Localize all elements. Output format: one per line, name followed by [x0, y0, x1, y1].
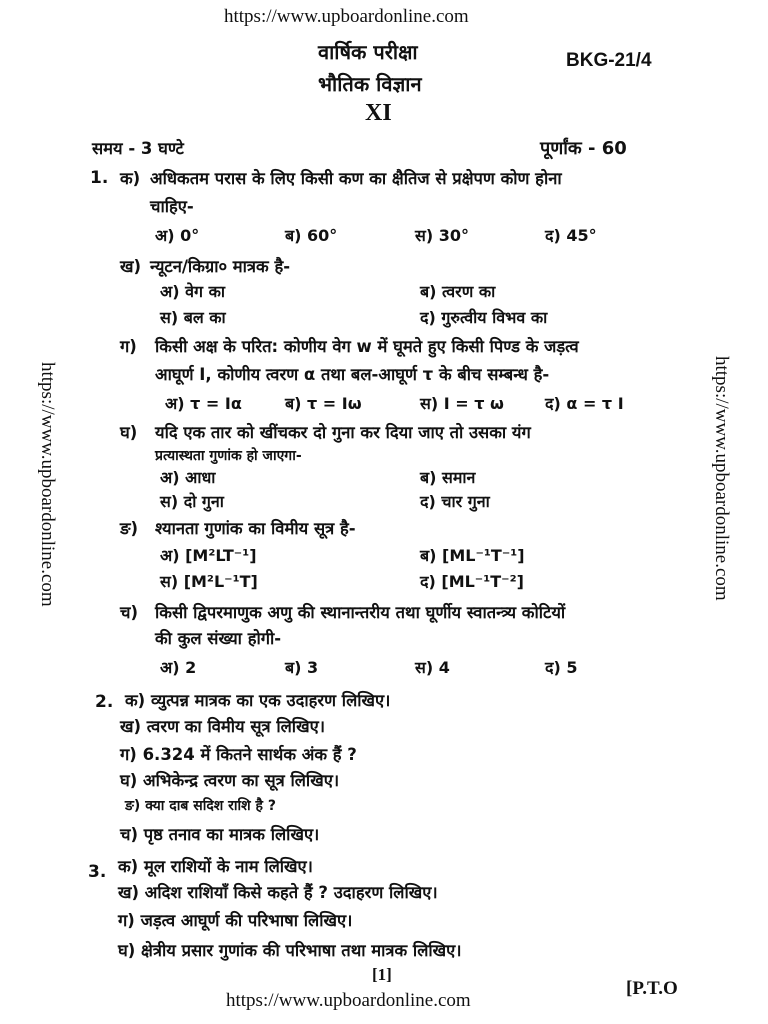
max-marks: पूर्णांक - 60 [540, 138, 627, 159]
q1a-label: क) [120, 169, 141, 188]
page-number: [1] [372, 965, 392, 984]
q1f-text-2: की कुल संख्या होगी- [155, 629, 282, 648]
q1b-option-a: अ) वेग का [160, 282, 226, 301]
q2-item-c: ग) 6.324 में कितने सार्थक अंक हैं ? [120, 745, 357, 764]
q1a-option-a: अ) 0° [155, 226, 200, 245]
q2-item-e: ङ) क्या दाब सदिश राशि है ? [125, 798, 276, 814]
q2-item-b: ख) त्वरण का विमीय सूत्र लिखिए। [120, 717, 325, 736]
q1f-option-d: द) 5 [545, 658, 578, 677]
q2-item-f: च) पृष्ठ तनाव का मात्रक लिखिए। [120, 825, 320, 844]
q1b-option-d: द) गुरुत्वीय विभव का [420, 308, 548, 327]
watermark-url-bottom: https://www.upboardonline.com [226, 990, 471, 1011]
q1e-option-d: द) [ML⁻¹T⁻²] [420, 572, 524, 591]
q1d-option-c: स) दो गुना [160, 492, 224, 511]
q1e-option-a: अ) [M²LT⁻¹] [160, 546, 257, 565]
q2-item-a: क) व्युत्पन्न मात्रक का एक उदाहरण लिखिए। [125, 691, 391, 710]
q2-item-d: घ) अभिकेन्द्र त्वरण का सूत्र लिखिए। [120, 771, 340, 790]
watermark-url-right: https://www.upboardonline.com [711, 356, 732, 601]
q1b-option-b: ब) त्वरण का [420, 282, 496, 301]
q1c-label: ग) [120, 337, 137, 356]
q1e-label: ङ) [120, 519, 139, 538]
q1a-option-b: ब) 60° [285, 226, 338, 245]
q1e-option-c: स) [M²L⁻¹T] [160, 572, 258, 591]
q1a-option-c: स) 30° [415, 226, 469, 245]
subject-title: भौतिक विज्ञान [318, 72, 422, 96]
q1b-label: ख) [120, 257, 142, 276]
q1b-option-c: स) बल का [160, 308, 226, 327]
q1f-option-b: ब) 3 [285, 658, 319, 677]
exam-code: BKG-21/4 [566, 50, 652, 71]
q3-item-d: घ) क्षेत्रीय प्रसार गुणांक की परिभाषा तथा मात्रक लिखिए। [118, 941, 462, 960]
q1f-option-c: स) 4 [415, 658, 450, 677]
pto-label: [P.T.O [626, 978, 678, 999]
q3-item-c: ग) जड़त्व आघूर्ण की परिभाषा लिखिए। [118, 911, 353, 930]
q1d-option-a: अ) आधा [160, 468, 216, 487]
q1c-option-a: अ) τ = Iα [165, 394, 242, 413]
q1c-text-1: किसी अक्ष के परित: कोणीय वेग w में घूमते हुए किसी पिण्ड के जड़त्व [155, 337, 579, 356]
q1e-text: श्यानता गुणांक का विमीय सूत्र है- [155, 519, 356, 538]
q1f-option-a: अ) 2 [160, 658, 197, 677]
q1a-text-1: अधिकतम परास के लिए किसी कण का क्षैतिज से प्रक्षेपण कोण होना [150, 169, 562, 188]
question-number-2: 2. [95, 692, 114, 712]
question-number-1: 1. [90, 168, 109, 188]
time-label: समय - 3 घण्टे [92, 139, 184, 158]
q1c-text-2: आघूर्ण I, कोणीय त्वरण α तथा बल-आघूर्ण τ के बीच सम्बन्ध है- [155, 365, 550, 384]
q1a-text-2: चाहिए- [150, 197, 194, 216]
q1d-option-d: द) चार गुना [420, 492, 490, 511]
q1d-option-b: ब) समान [420, 468, 476, 487]
class-title: XI [365, 100, 392, 126]
q1d-label: घ) [120, 423, 138, 442]
q1f-text-1: किसी द्विपरमाणुक अणु की स्थानान्तरीय तथा घूर्णीय स्वातन्त्र्य कोटियों [155, 603, 566, 622]
q1b-text: न्यूटन/किग्रा० मात्रक है- [150, 257, 291, 276]
exam-name: वार्षिक परीक्षा [318, 40, 418, 64]
q3-item-a: क) मूल राशियों के नाम लिखिए। [118, 857, 313, 876]
watermark-url-top: https://www.upboardonline.com [224, 6, 469, 27]
q1a-option-d: द) 45° [545, 226, 597, 245]
q1d-text-1: यदि एक तार को खींचकर दो गुना कर दिया जाए तो उसका यंग [155, 423, 531, 442]
q1c-option-d: द) α = τ I [545, 394, 624, 413]
q1e-option-b: ब) [ML⁻¹T⁻¹] [420, 546, 525, 565]
question-number-3: 3. [88, 862, 107, 882]
q1c-option-c: स) I = τ ω [420, 394, 504, 413]
watermark-url-left: https://www.upboardonline.com [37, 362, 58, 607]
q1f-label: च) [120, 603, 139, 622]
q1d-text-2: प्रत्यास्थता गुणांक हो जाएगा- [155, 448, 302, 464]
q1c-option-b: ब) τ = Iω [285, 394, 362, 413]
q3-item-b: ख) अदिश राशियाँ किसे कहते हैं ? उदाहरण लिखिए। [118, 883, 438, 902]
